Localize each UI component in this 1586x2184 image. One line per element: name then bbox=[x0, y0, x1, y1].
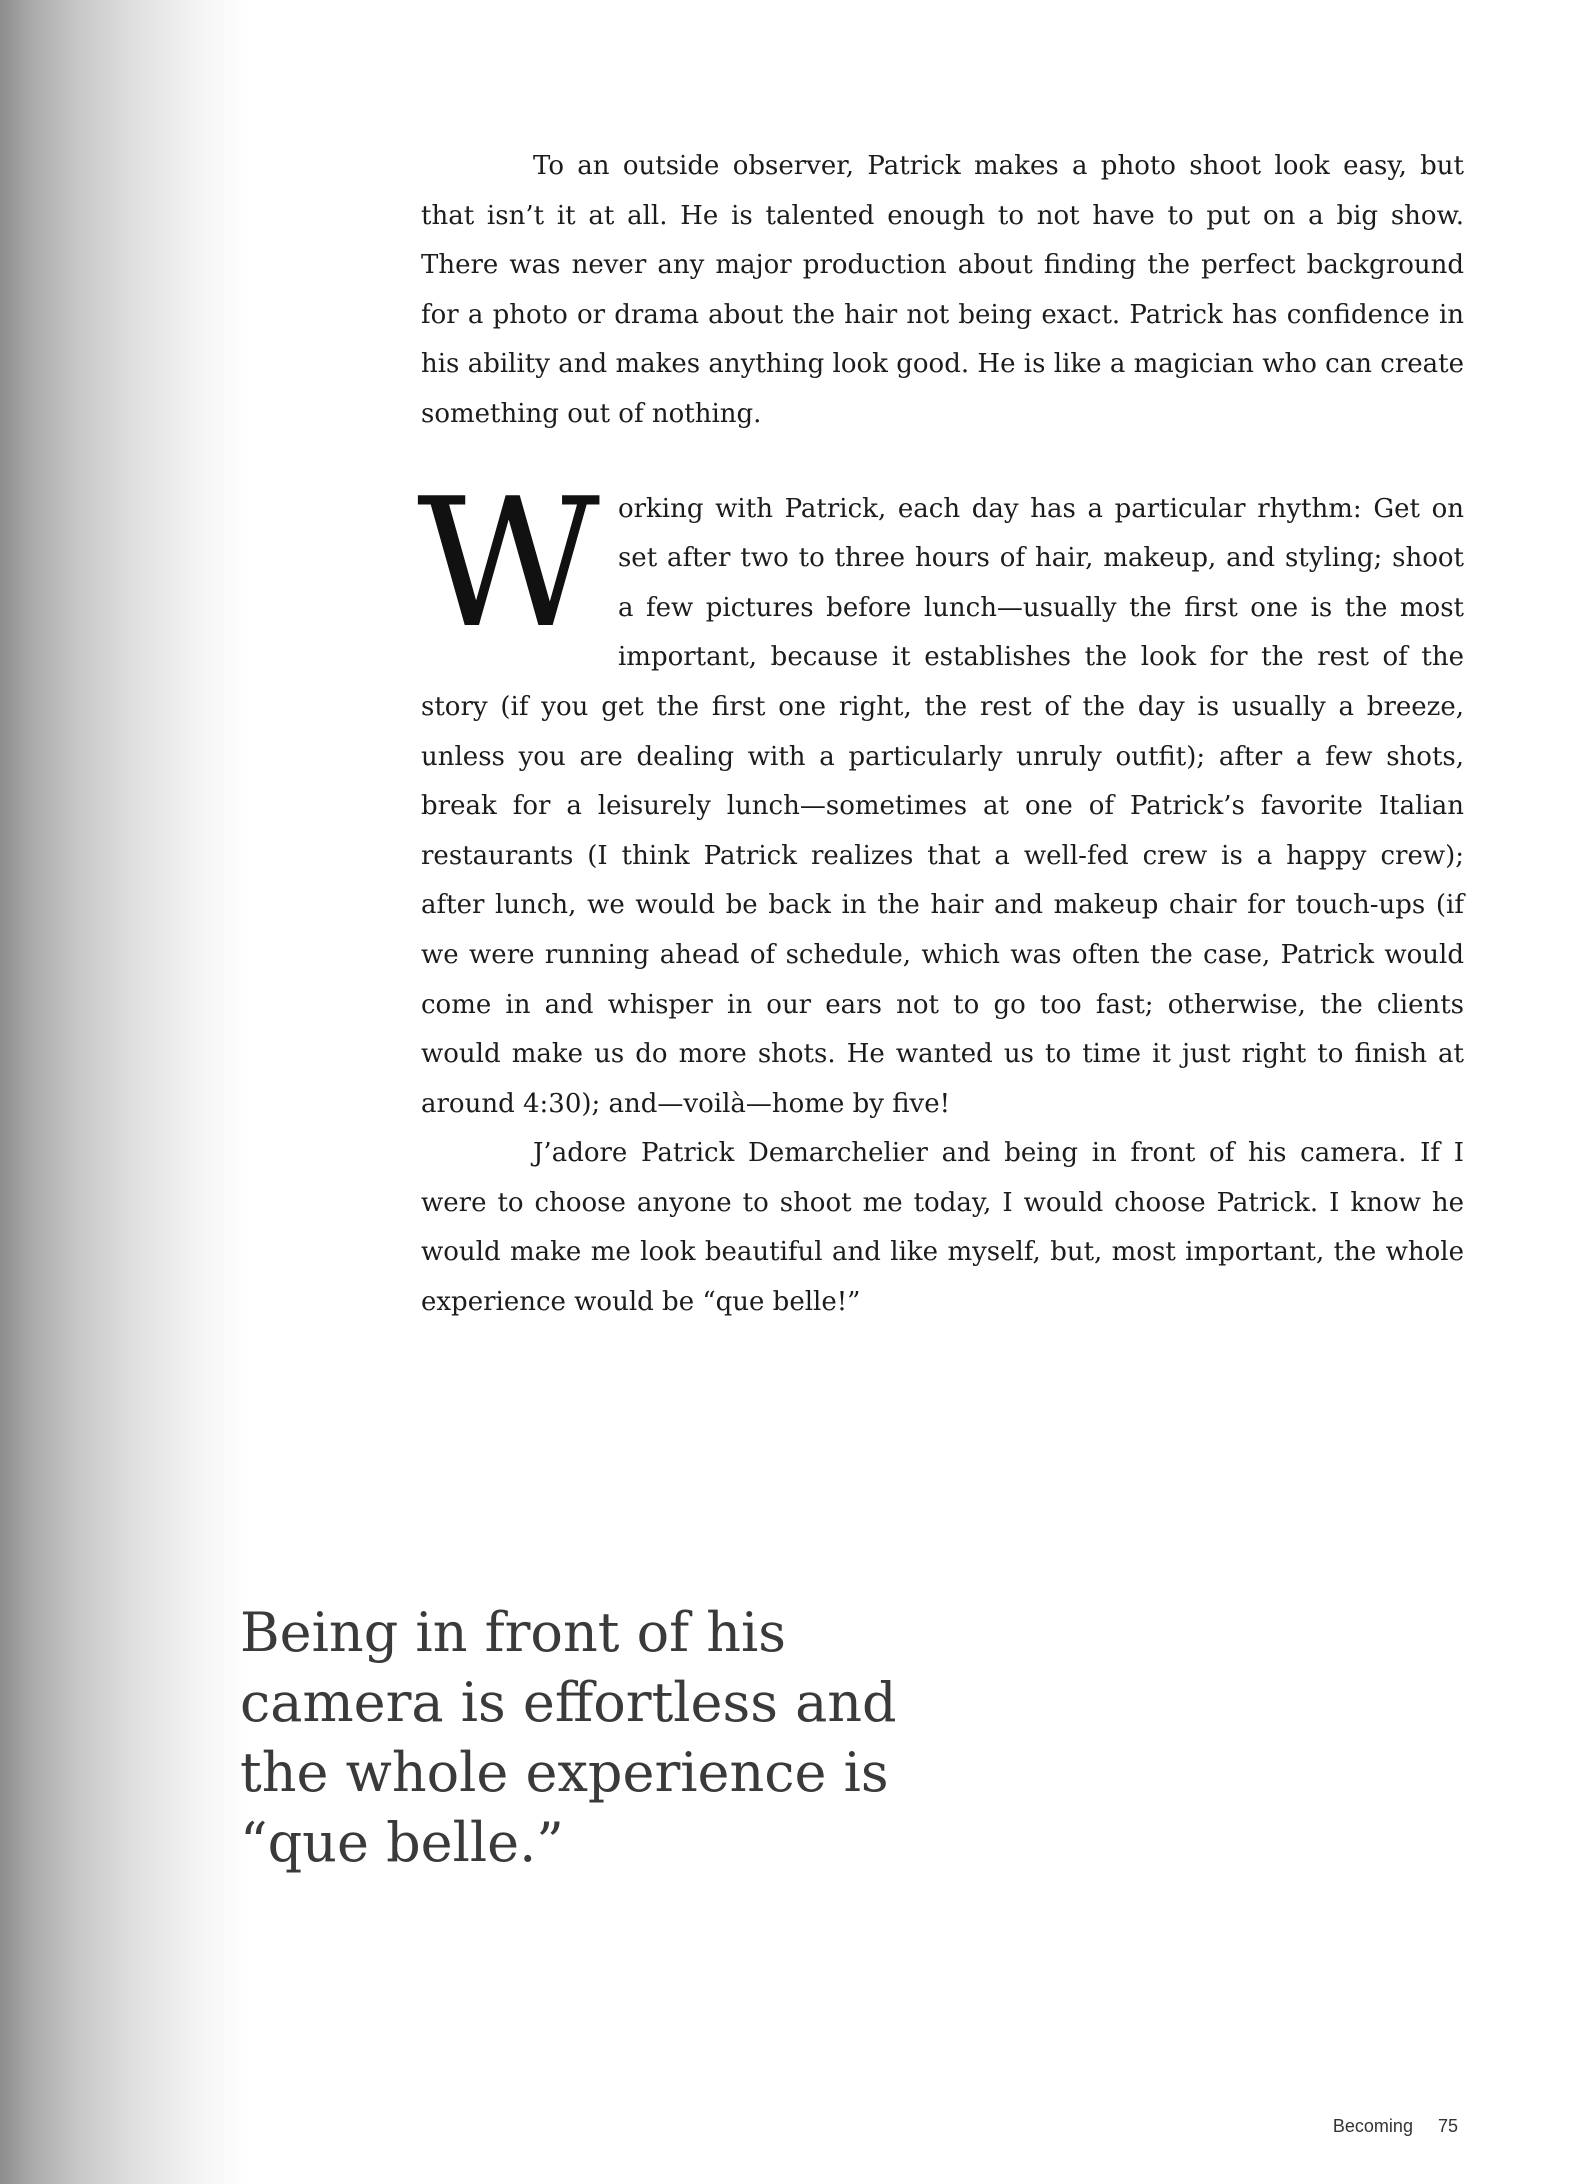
article-body bbox=[417, 142, 1464, 1328]
paragraph-rhythm bbox=[417, 459, 1464, 1130]
paragraph-rhythm-text: orking with Patrick, each day has a particular rhythm: Get on set after two to three hours of hair, makeup, and styling; shoot a few pictures before lunch—usually the first one is the most important, because it establishes the look for the rest of the story (if you get the first one right, the rest of the day is usually a breeze, unless you are dealing with a particularly unruly outfit); after a few shots, break for a leisurely lunch—sometimes at one of Patrick’s favorite Italian restaurants (I think Patrick realizes that a well-fed crew is a happy crew); after lunch, we would be back in the hair and makeup chair for touch-ups (if we were running ahead of schedule, which was often the case, Patrick would come in and whisper in our ears not to go too fast; otherwise, the clients would make us do more shots. He wanted us to time it just right to finish at around 4:30); and—voilà—home by five! bbox=[421, 493, 1464, 1119]
paragraph-closing: J’adore Patrick Demarchelier and being in front of his camera. If I were to choose anyone to shoot me today, I would choose Patrick. I know he would make me look beautiful and like myself, but, most important, the whole experience would be “que belle!” bbox=[421, 1138, 1464, 1318]
gutter-shadow bbox=[0, 0, 250, 2184]
page-number: 75 bbox=[1437, 2116, 1458, 2136]
page-footer bbox=[1333, 2116, 1458, 2137]
paragraph-intro: To an outside observer, Patrick makes a photo shoot look easy, but that isn’t it at all. He is talented enough to not have to put on a big show. There was never any major production about finding the perfect background for a photo or drama about the hair not being exact. Patrick has confidence in his ability and makes anything look good. He is like a magician who can create something out of nothing. bbox=[421, 151, 1464, 429]
running-head: Becoming bbox=[1332, 2116, 1413, 2136]
drop-cap: W bbox=[417, 459, 600, 667]
pull-quote: Being in front of his camera is effortless and the whole experience is “que belle.” bbox=[240, 1601, 897, 1874]
